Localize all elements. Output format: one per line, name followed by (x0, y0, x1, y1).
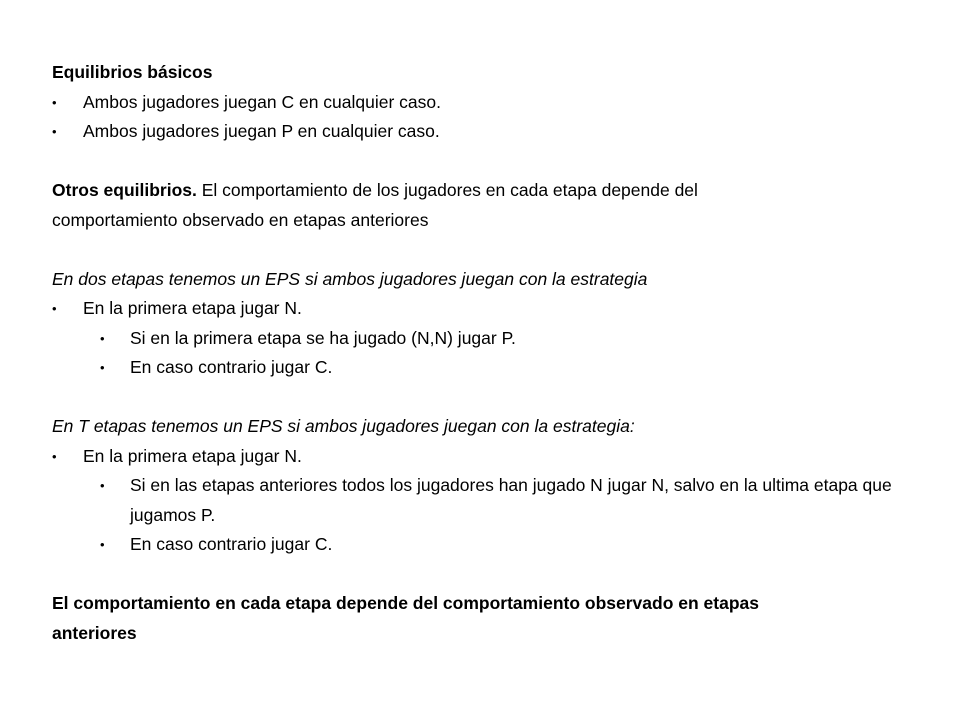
two-stages-item-text: En la primera etapa jugar N. (83, 298, 302, 318)
two-stages-subitem-1-text: Si en la primera etapa se ha jugado (N,N) jugar P. (130, 327, 516, 348)
other-equilibria-paragraph (52, 176, 922, 206)
bullet-icon: • (52, 448, 57, 464)
t-stages-subitem-1 (52, 471, 922, 530)
basic-item-2 (52, 117, 922, 147)
two-stages-subitem-1 (52, 324, 922, 354)
other-equilibria-text-2: comportamiento observado en etapas anteriores (52, 209, 429, 230)
other-equilibria-heading: Otros equilibrios. (52, 180, 197, 200)
spacer (52, 147, 922, 177)
t-stages-subitem-2 (52, 530, 922, 560)
t-stages-subitem-1-text: Si en las etapas anteriores todos los jugadores han jugado N jugar N, salvo en la ultima etapa que jugamos P. (130, 475, 892, 525)
two-stages-subitem-2-text: En caso contrario jugar C. (130, 357, 333, 377)
spacer (52, 235, 922, 265)
two-stages-item (52, 294, 922, 324)
bullet-icon: • (100, 537, 105, 552)
slide-content (52, 58, 922, 648)
two-stages-intro: En dos etapas tenemos un EPS si ambos jugadores juegan con la estrategia (52, 268, 648, 289)
t-stages-intro: En T etapas tenemos un EPS si ambos jugadores juegan con la estrategia: (52, 416, 635, 436)
two-stages-subitem-2 (52, 353, 922, 383)
spacer (52, 560, 922, 590)
basic-equilibria-heading: Equilibrios básicos (52, 62, 213, 82)
bullet-icon: • (52, 124, 57, 139)
t-stages-item (52, 442, 922, 472)
bullet-icon: • (100, 330, 105, 346)
t-stages-item-text: En la primera etapa jugar N. (83, 445, 302, 466)
t-stages-subitem-2-text: En caso contrario jugar C. (130, 534, 333, 554)
basic-item-1 (52, 88, 922, 118)
conclusion-line-2: anteriores (52, 622, 137, 643)
bullet-icon: • (52, 94, 57, 110)
other-equilibria-text-1: El comportamiento de los jugadores en cada etapa depende del (196, 180, 698, 200)
conclusion-line-1: El comportamiento en cada etapa depende del comportamiento observado en etapas (52, 593, 759, 613)
spacer (52, 383, 922, 413)
bullet-icon: • (100, 360, 105, 375)
bullet-icon: • (52, 301, 57, 316)
basic-item-2-text: Ambos jugadores juegan P en cualquier caso. (83, 121, 440, 141)
bullet-icon: • (100, 478, 105, 493)
basic-item-1-text: Ambos jugadores juegan C en cualquier caso. (83, 91, 441, 112)
